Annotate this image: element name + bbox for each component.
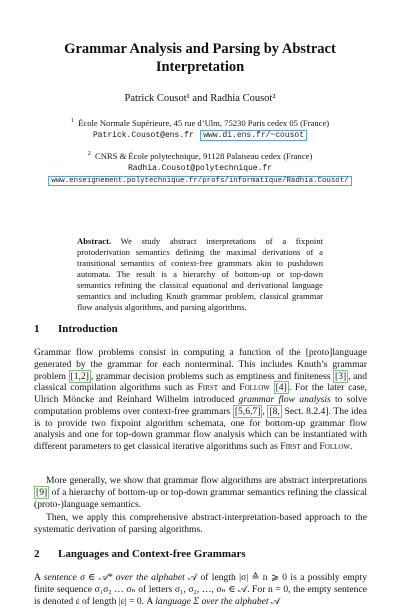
intro-paragraph-1: Grammar flow problems consist in computing a function of the [proto]language generated by the grammar for each nonterminal. This includes Knuth’s grammar problem [1,2] , grammar decision problems such as emptiness and finiteness [3] , and classical compilation algorithms such as First and Follow [4] . For the later case, Ulrich Möncke and Reinhard Wilhelm introduced grammar flow analysis to solve computation problems over context-free grammars [5,6,7] , [8, Sect. 8.2.4]. The idea is to provide two fixpoint algorithm schemata, one for bottom-up grammar flow analysis and one for top-down grammar flow analysis which can be instantiated with different parameters to get classical iterative algorithms such as First and Follow.: [34, 347, 367, 452]
text: , grammar decision problems such as emptiness and finiteness: [90, 370, 334, 382]
citation-link[interactable]: [8,: [269, 405, 280, 417]
term-first: First: [280, 441, 301, 452]
email-link[interactable]: Patrick.Cousot@ens.fr: [92, 130, 194, 140]
section-number: 1: [34, 323, 40, 335]
text: of a hierarchy of bottom-up or top-down grammar semantics refining the classical (proto-)language semantics.: [34, 486, 367, 510]
affiliation-1: [20, 118, 380, 141]
homepage-link[interactable]: www.di.ens.fr/~cousot: [200, 130, 307, 141]
term-follow: Follow: [319, 441, 351, 452]
citation-link[interactable]: [1,2]: [70, 370, 89, 382]
affiliation-mark: 1: [70, 118, 74, 125]
text: . For the later case, Ulrich Möncke and Reinhard Wilhelm introduced: [34, 382, 367, 405]
abstract: [77, 236, 323, 313]
homepage-link[interactable]: www.enseignement.polytechnique.fr/profs/informatique/Radhia.Cousot/: [48, 176, 351, 186]
citation-link[interactable]: [5,6,7]: [234, 405, 261, 417]
affiliation-address: CNRS & École polytechnique, 91128 Palaiseau cedex (France): [94, 151, 313, 161]
section-heading-languages: [34, 548, 246, 560]
abstract-label: Abstract.: [77, 236, 112, 246]
affiliation-address: École Normale Supérieure, 45 rue d’Ulm, 75230 Paris cedex 05 (France): [78, 118, 330, 128]
affiliation-mark: 2: [87, 151, 91, 158]
citation-link[interactable]: [4]: [275, 382, 287, 394]
emphasis: over the alphabet: [201, 595, 269, 607]
section-title: Introduction: [58, 323, 118, 335]
citation-link[interactable]: [9]: [36, 486, 48, 498]
math: σ ∈ 𝒜*: [76, 572, 116, 583]
intro-paragraph-2: [34, 475, 367, 510]
text: More generally, we show that grammar flow algorithms are abstract interpretations: [46, 475, 367, 486]
text: A: [34, 572, 44, 583]
text: to solve computation problems over context-free grammars: [34, 394, 367, 417]
paper-title: Grammar Analysis and Parsing by Abstract Interpretation: [64, 41, 336, 75]
emphasis: over the alphabet: [115, 572, 185, 583]
emphasis: language: [155, 595, 191, 607]
emphasis: grammar flow analysis: [238, 394, 331, 405]
text: and: [300, 441, 320, 452]
section-number: 2: [34, 548, 40, 560]
text: 𝒜: [268, 595, 281, 607]
text: .: [350, 441, 353, 452]
citation-link[interactable]: [3]: [335, 370, 347, 382]
text: 𝒜 of length |σ| ≙ n ⩾ 0 is a possibly empty finite sequence σ₁σ₂ … σₙ of letters σ₁, σ₂, …, σₙ ∈ 𝒜. For n = 0, the empty sentence is denoted ε of length |ε| = 0. A: [34, 572, 367, 607]
emphasis: sentence: [43, 572, 77, 583]
abstract-text: We study abstract interpretations of a fixpoint protoderivation semantics defining the maximal derivations of a transitional semantics of context-free grammars akin to pushdown automata. The result is a hierarchy of bottom-up or top-down semantics refining the classical equational and derivational language semantics and including Knuth grammar problem, classical grammar flow analysis algorithms, and parsing algorithms.: [77, 236, 324, 312]
author-line: Patrick Cousot¹ and Radhia Cousot²: [124, 93, 276, 104]
text: and: [217, 382, 240, 394]
term-first: First: [197, 382, 218, 394]
text: Sect. 8.2.4]. The idea is to provide two fixpoint algorithm schemata, one for bottom-up grammar flow analysis and one for top-down grammar flow analysis which can be instantiated with different parameters to get classical iterative algorithms such as: [34, 405, 367, 452]
math: Σ: [190, 595, 202, 607]
intro-paragraph-3: Then, we apply this comprehensive abstract-interpretation-based approach to the systematic derivation of parsing algorithms.: [34, 512, 367, 535]
section-heading-introduction: [34, 323, 118, 335]
section-title: Languages and Context-free Grammars: [58, 548, 246, 560]
text: , and classical compilation algorithms such as: [34, 370, 367, 394]
languages-paragraph-1: [34, 572, 367, 607]
text: Grammar flow problems consist in computing a function of the [proto]language generated by the grammar for each nonterminal. This includes Knuth’s grammar problem: [34, 347, 367, 382]
term-follow: Follow: [239, 382, 270, 394]
email-link[interactable]: Radhia.Cousot@polytechnique.fr: [127, 163, 273, 173]
affiliation-2: [20, 151, 380, 187]
